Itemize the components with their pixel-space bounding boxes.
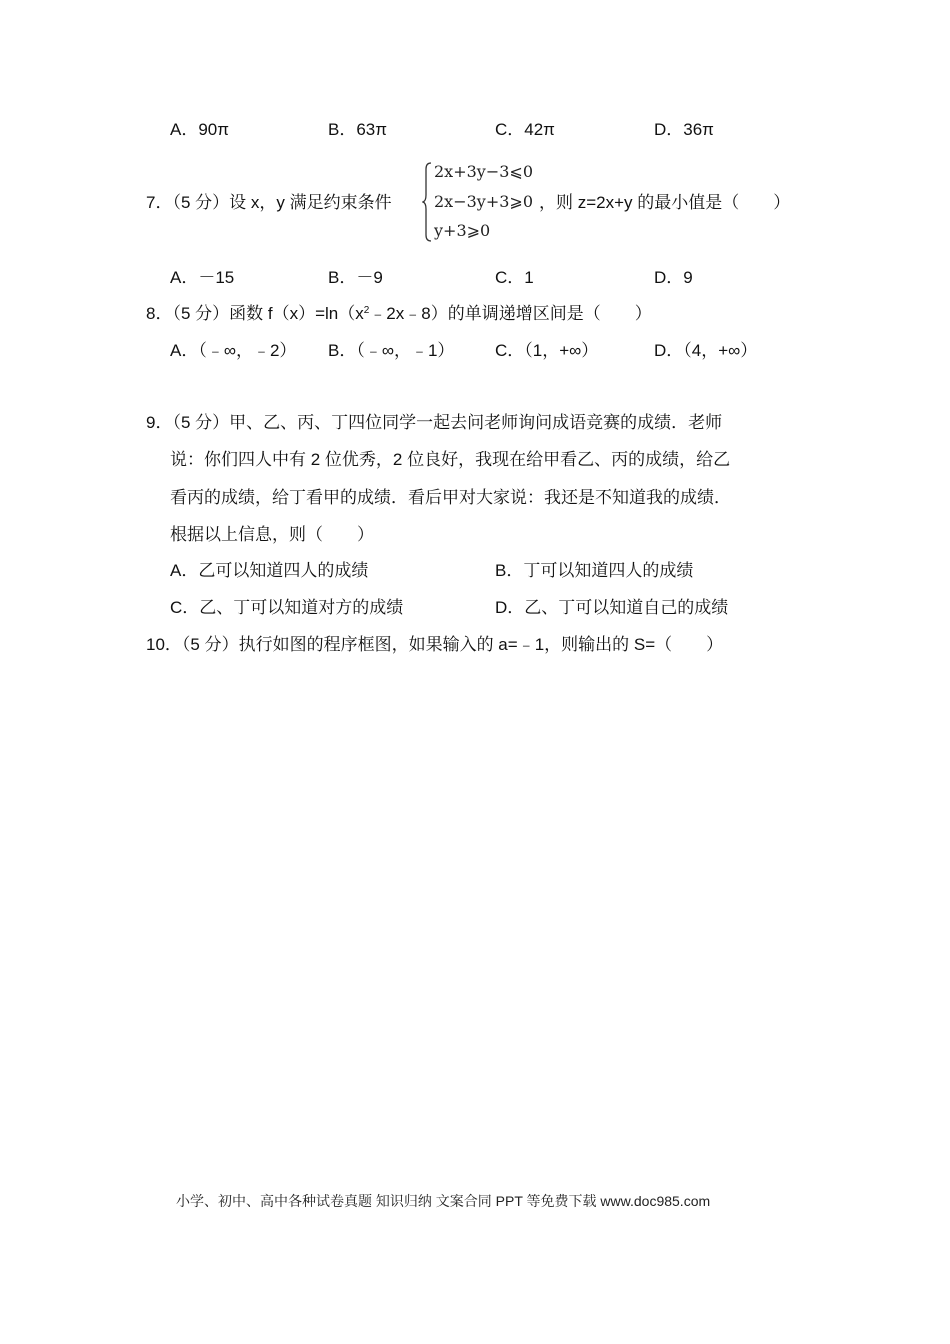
q6-option-d: D．36π: [654, 120, 714, 139]
q9-option-d: D．乙、丁可以知道自己的成绩: [495, 598, 729, 617]
q9-option-a: A．乙可以知道四人的成绩: [170, 561, 369, 580]
q6-option-b: B．63π: [328, 120, 387, 139]
q9-option-b: B．丁可以知道四人的成绩: [495, 561, 694, 580]
q7-constraint-3: y+3⩾0: [434, 221, 491, 240]
q7-stem-suffix: ，则 z=2x+y 的最小值是（ ）: [539, 193, 791, 212]
q6-option-a: A．90π: [170, 120, 229, 139]
q7-constraint-1: 2x+3y−3⩽0: [434, 162, 533, 181]
q8-exponent: 2: [363, 305, 370, 316]
page-footer: 小学、初中、高中各种试卷真题 知识归纳 文案合同 PPT 等免费下载 www.doc985.com: [176, 1193, 711, 1209]
q8-option-d: D．（4，+∞）: [654, 341, 758, 360]
q7-option-b: B．－9: [328, 268, 383, 287]
q9-stem-line-4: 根据以上信息，则（ ）: [170, 525, 374, 544]
q8-option-c: C．（1，+∞）: [495, 341, 599, 360]
q9-stem-line-3: 看丙的成绩，给丁看甲的成绩．看后甲对大家说：我还是不知道我的成绩．: [170, 488, 731, 507]
q9-stem-line-2: 说：你们四人中有 2 位优秀，2 位良好，我现在给甲看乙、丙的成绩，给乙: [170, 450, 731, 469]
q7-option-c: C．1: [495, 268, 534, 287]
q9-option-c: C．乙、丁可以知道对方的成绩: [170, 598, 404, 617]
q8-option-b: B．（﹣∞，﹣1）: [328, 341, 455, 360]
left-brace-icon: [422, 161, 432, 243]
q7-constraint-system: [422, 161, 542, 243]
q8-stem: [146, 303, 652, 325]
q7-stem-prefix: 7．（5 分）设 x，y 满足约束条件: [146, 193, 392, 212]
q7-constraint-2: 2x−3y+3⩾0: [434, 192, 533, 211]
q10-stem: 10．（5 分）执行如图的程序框图，如果输入的 a=﹣1，则输出的 S=（ ）: [146, 635, 724, 654]
q7-option-a: A．－15: [170, 268, 235, 287]
q8-stem-part-2: ﹣2x﹣8）的单调递增区间是（ ）: [369, 304, 652, 323]
q8-option-a: A．（﹣∞，﹣2）: [170, 341, 297, 360]
q6-option-c: C．42π: [495, 120, 555, 139]
q7-option-d: D．9: [654, 268, 693, 287]
q9-stem-line-1: 9．（5 分）甲、乙、丙、丁四位同学一起去问老师询问成语竞赛的成绩．老师: [146, 413, 723, 432]
q8-stem-part-1: 8．（5 分）函数 f（x）=ln（x: [146, 304, 364, 323]
